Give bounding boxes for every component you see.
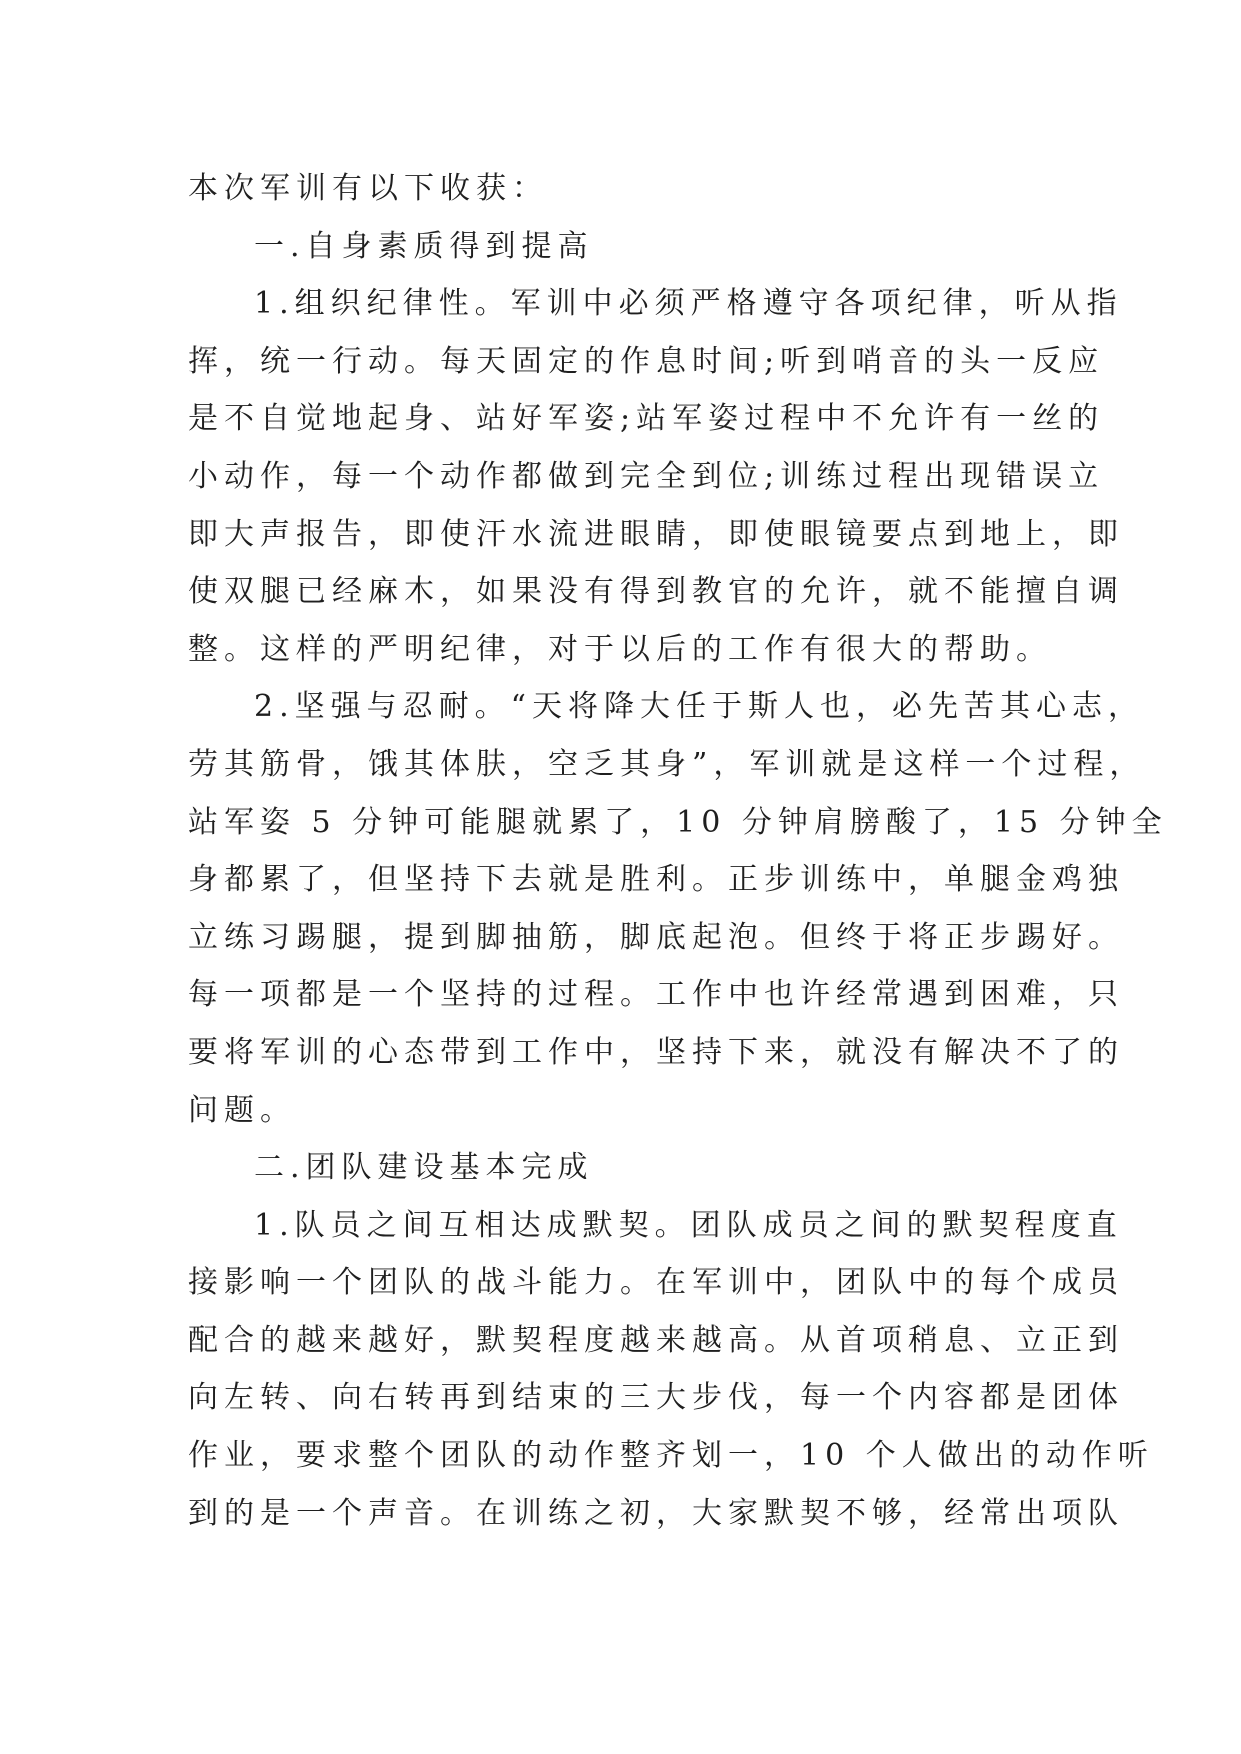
text-line: 配合的越来越好，默契程度越来越高。从首项稍息、立正到 <box>188 1322 1124 1358</box>
text-line: 本次军训有以下收获： <box>188 171 548 206</box>
text-line: 每一项都是一个坚持的过程。工作中也许经常遇到困难，只 <box>188 977 1124 1013</box>
text-line: 使双腿已经麻木，如果没有得到教官的允许，就不能擅自调 <box>188 574 1124 610</box>
text-line: 立练习踢腿，提到脚抽筋，脚底起泡。但终于将正步踢好。 <box>188 919 1124 955</box>
text-line: 劳其筋骨，饿其体肤，空乏其身”，军训就是这样一个过程， <box>188 746 1146 782</box>
text-line: 是不自觉地起身、站好军姿;站军姿过程中不允许有一丝的 <box>188 401 1105 437</box>
text-line: 接影响一个团队的战斗能力。在军训中，团队中的每个成员 <box>188 1265 1124 1301</box>
text-line: 整。这样的严明纪律，对于以后的工作有很大的帮助。 <box>188 631 1052 667</box>
text-line: 即大声报告，即使汗水流进眼睛，即使眼镜要点到地上，即 <box>188 516 1124 552</box>
text-line: 1.队员之间互相达成默契。团队成员之间的默契程度直 <box>254 1207 1123 1243</box>
text-line: 向左转、向右转再到结束的三大步伐，每一个内容都是团体 <box>188 1380 1124 1416</box>
document-body <box>188 160 1168 1542</box>
text-line: 要将军训的心态带到工作中，坚持下来，就没有解决不了的 <box>188 1034 1124 1070</box>
section-heading: 二.团队建设基本完成 <box>254 1150 594 1186</box>
text-line: 2.坚强与忍耐。“天将降大任于斯人也，必先苦其心志， <box>254 689 1144 725</box>
text-line: 问题。 <box>188 1092 296 1128</box>
text-line: 作业，要求整个团队的动作整齐划一，10 个人做出的动作听 <box>188 1438 1154 1474</box>
text-line: 小动作，每一个动作都做到完全到位;训练过程出现错误立 <box>188 458 1105 494</box>
text-line: 站军姿 5 分钟可能腿就累了，10 分钟肩膀酸了，15 分钟全 <box>188 804 1168 840</box>
text-line: 身都累了，但坚持下去就是胜利。正步训练中，单腿金鸡独 <box>188 862 1124 898</box>
text-line: 挥，统一行动。每天固定的作息时间;听到哨音的头一反应 <box>188 343 1105 379</box>
text-line: 1.组织纪律性。军训中必须严格遵守各项纪律，听从指 <box>254 286 1123 322</box>
section-heading: 一.自身素质得到提高 <box>254 228 594 264</box>
text-line: 到的是一个声音。在训练之初，大家默契不够，经常出项队 <box>188 1495 1124 1531</box>
